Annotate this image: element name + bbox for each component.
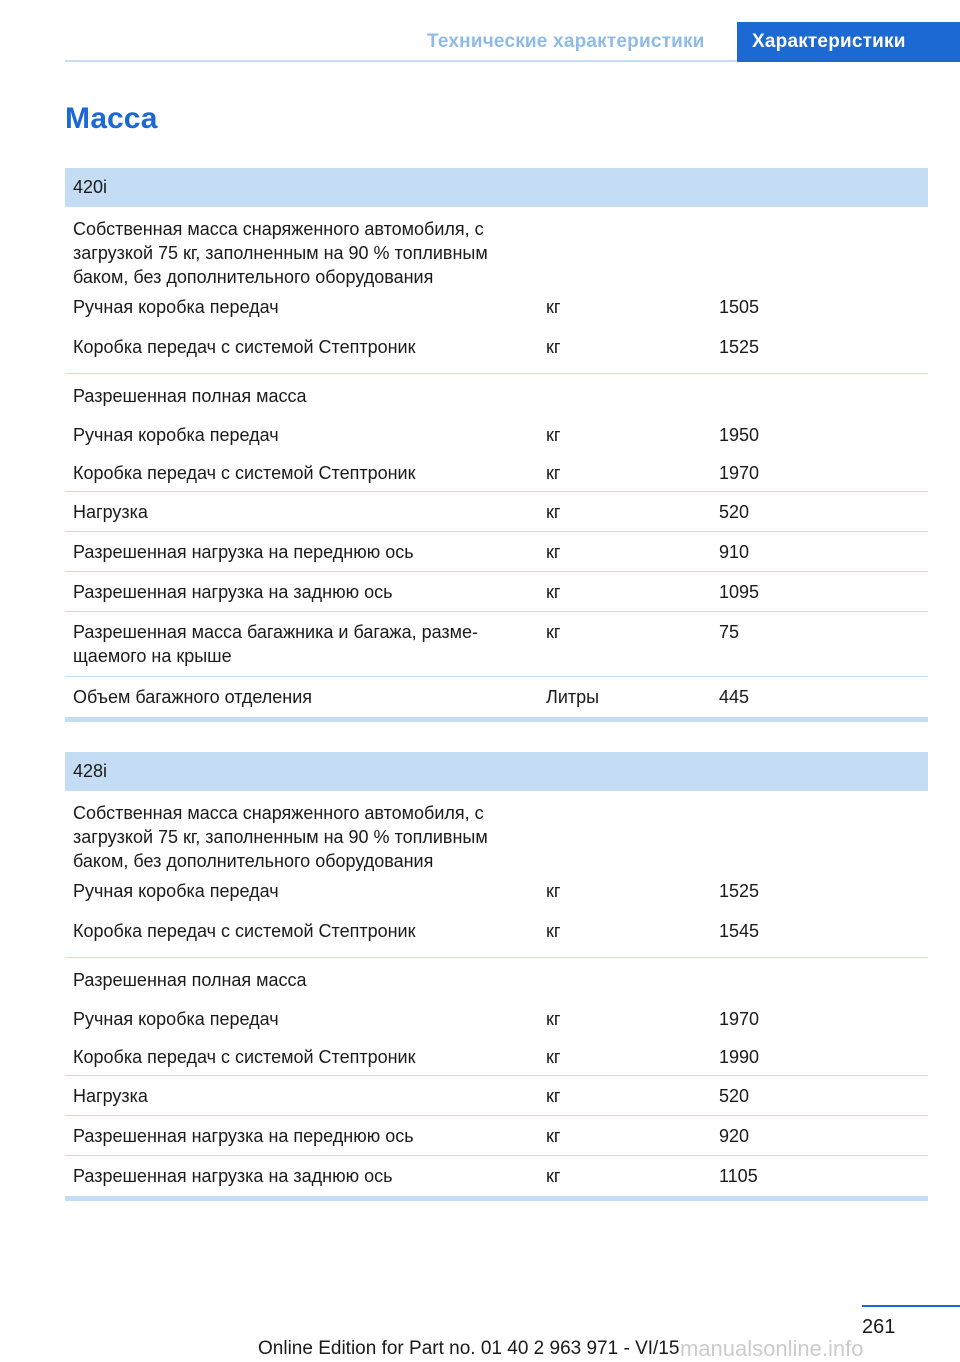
row-unit: кг [546,1086,561,1106]
row-value: 520 [719,502,750,522]
table-row [65,998,928,1037]
page-number: 261 [862,1316,896,1338]
page-title: Масса [65,102,158,135]
table-row [65,374,928,414]
row-value: 445 [719,687,750,707]
row-unit: кг [546,881,561,901]
row-unit: кг [546,502,561,522]
row-unit: кг [546,463,561,483]
row-label: Разрешенная полная масса [73,970,307,990]
table-row [65,532,928,572]
table-row [65,492,928,532]
table-row [65,958,928,998]
table-header: 420i [65,168,928,207]
row-label: Собственная масса снаряженного автомобиля, с загрузкой 75 кг, заполненным на 90 % топливным баком, без дополнительного оборудования [73,803,488,871]
row-label: Разрешенная масса багажника и багажа, разме-щаемого на крыше [73,622,479,666]
row-unit: кг [546,1047,561,1067]
row-label: Коробка передач с системой Стептроник [73,1047,416,1067]
row-unit [538,384,711,414]
row-unit [538,217,711,294]
row-unit: кг [546,542,561,562]
row-value: 1095 [719,582,760,602]
row-label: Ручная коробка передач [73,297,279,317]
table-row [65,294,928,334]
row-value: 1970 [719,1009,760,1029]
table-row [65,1156,928,1196]
table-row [65,1037,928,1076]
row-value: 1970 [719,463,760,483]
row-value: 1525 [719,337,760,357]
edition-text: Online Edition for Part no. 01 40 2 963 971 - VI/15 [258,1338,680,1359]
row-value: 1990 [719,1047,760,1067]
row-label: Объем багажного отделения [73,687,313,707]
row-value [711,968,719,998]
row-unit: кг [546,921,561,941]
table-header: 428i [65,752,928,791]
table-row [65,572,928,612]
row-unit: кг [546,1009,561,1029]
table-row [65,612,928,677]
row-label: Разрешенная нагрузка на переднюю ось [73,542,414,562]
table-row [65,918,928,958]
breadcrumb[interactable]: Технические характеристики [427,31,705,52]
row-value: 1505 [719,297,760,317]
row-value [711,384,719,414]
footer-divider [862,1305,960,1307]
tab-characteristics[interactable]: Характеристики [737,22,960,62]
table-row [65,677,928,717]
mass-table-428i [65,752,928,1201]
row-unit: кг [546,1126,561,1146]
row-label: Разрешенная нагрузка на переднюю ось [73,1126,414,1146]
row-unit: кг [546,337,561,357]
table-row [65,414,928,453]
row-label: Коробка передач с системой Стептроник [73,463,416,483]
row-unit: кг [546,622,561,642]
row-unit: кг [546,425,561,445]
row-unit: кг [546,1166,561,1186]
row-value: 520 [719,1086,750,1106]
row-value: 1525 [719,881,760,901]
row-unit: Литры [546,687,600,707]
row-label: Ручная коробка передач [73,881,279,901]
table-row [65,1076,928,1116]
table-row [65,207,928,294]
row-value [711,801,719,878]
row-value: 1950 [719,425,760,445]
table-row [65,878,928,918]
row-value: 1105 [719,1166,758,1186]
row-label: Ручная коробка передач [73,1009,279,1029]
row-value: 1545 [719,921,760,941]
row-label: Разрешенная нагрузка на заднюю ось [73,1166,393,1186]
row-label: Ручная коробка передач [73,425,279,445]
table-row [65,334,928,374]
row-value [711,217,719,294]
row-label: Коробка передач с системой Стептроник [73,337,416,357]
mass-table-420i [65,168,928,722]
row-unit [538,801,711,878]
row-label: Разрешенная нагрузка на заднюю ось [73,582,393,602]
row-unit [538,968,711,998]
row-value: 920 [719,1126,750,1146]
row-label: Разрешенная полная масса [73,386,307,406]
row-unit: кг [546,582,561,602]
row-value: 910 [719,542,750,562]
table-row [65,1116,928,1156]
row-value: 75 [719,622,740,642]
row-label: Коробка передач с системой Стептроник [73,921,416,941]
row-label: Нагрузка [73,1086,148,1106]
watermark: manualsonline.info [680,1336,864,1361]
table-row [65,453,928,492]
row-unit: кг [546,297,561,317]
page-header [65,22,960,62]
row-label: Собственная масса снаряженного автомобиля, с загрузкой 75 кг, заполненным на 90 % топливным баком, без дополнительного оборудования [73,219,488,287]
row-label: Нагрузка [73,502,148,522]
table-row [65,791,928,878]
